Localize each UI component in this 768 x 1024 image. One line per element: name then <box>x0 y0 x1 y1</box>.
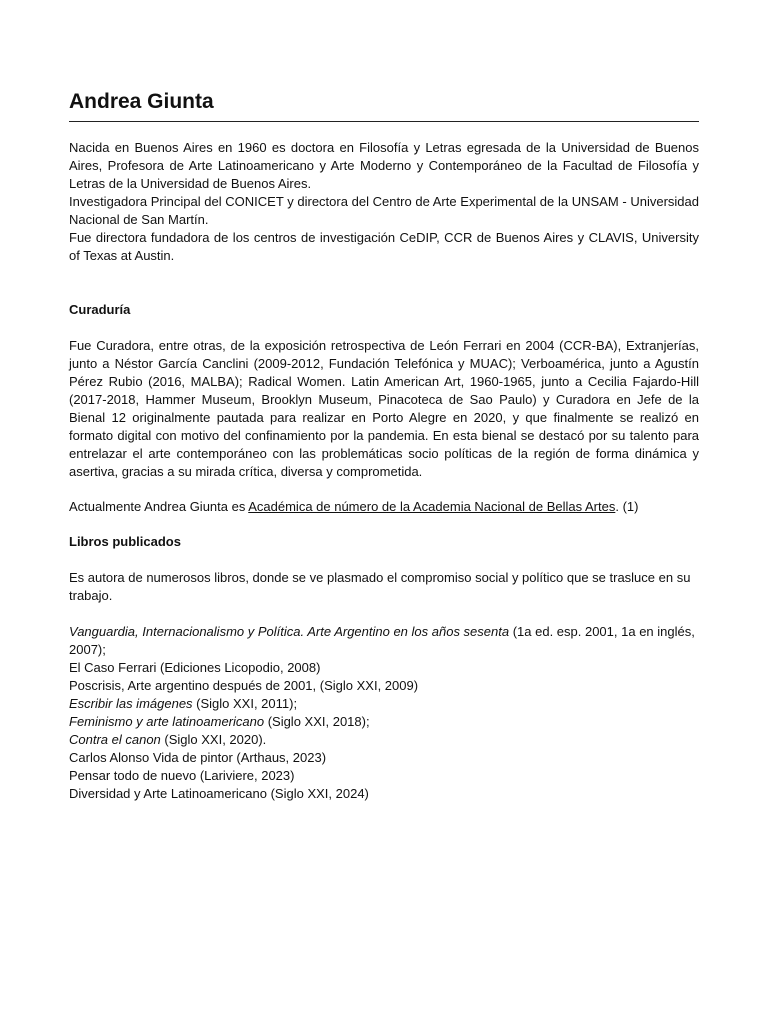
academia-suffix: . (1) <box>615 499 639 514</box>
book-item <box>69 623 699 659</box>
bio-paragraph: Fue directora fundadora de los centros de investigación CeDIP, CCR de Buenos Aires y CLAVIS, University of Texas at Austin. <box>69 230 699 263</box>
book-item <box>69 731 699 749</box>
book-details: El Caso Ferrari (Ediciones Licopodio, 2008) <box>69 660 321 675</box>
libros-intro: Es autora de numerosos libros, donde se ve plasmado el compromiso social y político que se trasluce en su trabajo. <box>69 570 691 603</box>
book-title: Contra el canon <box>69 732 161 747</box>
book-details: Pensar todo de nuevo (Lariviere, 2023) <box>69 768 295 783</box>
book-title: Feminismo y arte latinoamericano <box>69 714 265 729</box>
bio-paragraph: Investigadora Principal del CONICET y directora del Centro de Arte Experimental de la UNSAM - Universidad Nacional de San Martín. <box>69 194 699 227</box>
curaduria-paragraph: Fue Curadora, entre otras, de la exposición retrospectiva de León Ferrari en 2004 (CCR-BA), Extranjerías, junto a Néstor García Canclini (2009-2012, Fundación Telefónica y MUAC); Verboamérica, junto a Agustín Pérez Rubio (2016, MALBA); Radical Women. Latin American Art, 1960-1965, junto a Cecilia Fajardo-Hill (2017-2018, Hammer Museum, Brooklyn Museum, Pinacoteca de Sao Paulo) y Curadora en Jefe de la Bienal 12 originalmente pautada para realizar en Porto Alegre en 2020, y que finalmente se realizó en formato digital con motivo del confinamiento por la pandemia. En esta bienal se destacó por su talento para entrelazar el arte contemporáneo con las problemáticas socio políticas de la región de forma dinámica y asertiva, gracias a su mirada crítica, diversa y comprometida. <box>69 338 699 479</box>
book-item <box>69 677 699 695</box>
book-item <box>69 695 699 713</box>
book-details: Diversidad y Arte Latinoamericano (Siglo XXI, 2024) <box>69 786 369 801</box>
book-details: (1a ed. esp. 2001, 1a en inglés, 2007); <box>69 624 695 657</box>
book-details: Carlos Alonso Vida de pintor (Arthaus, 2023) <box>69 750 327 765</box>
section-heading-libros: Libros publicados <box>69 534 181 549</box>
book-list <box>69 623 699 803</box>
book-details: (Siglo XXI, 2020). <box>160 732 267 747</box>
academia-prefix: Actualmente Andrea Giunta es <box>69 499 249 514</box>
book-item <box>69 785 699 803</box>
book-item <box>69 749 699 767</box>
book-item <box>69 767 699 785</box>
academia-link[interactable]: Académica de número de la Academia Nacional de Bellas Artes <box>248 499 616 514</box>
bio-paragraph: Nacida en Buenos Aires en 1960 es doctora en Filosofía y Letras egresada de la Universidad de Buenos Aires, Profesora de Arte Latinoamericano y Arte Moderno y Contemporáneo de la Facultad de Filosofía y Letras de la Universidad de Buenos Aires. <box>69 140 699 191</box>
bio-section <box>69 139 699 265</box>
book-title: Escribir las imágenes <box>69 696 193 711</box>
academia-paragraph <box>69 498 699 516</box>
book-item <box>69 713 699 731</box>
page-title: Andrea Giunta <box>69 88 699 122</box>
book-item <box>69 659 699 677</box>
book-details: (Siglo XXI, 2011); <box>192 696 298 711</box>
section-heading-curaduria: Curaduría <box>69 302 131 317</box>
document-page <box>69 88 699 803</box>
book-details: Poscrisis, Arte argentino después de 2001, (Siglo XXI, 2009) <box>69 678 419 693</box>
book-title: Vanguardia, Internacionalismo y Política. Arte Argentino en los años sesenta <box>69 624 510 639</box>
book-details: (Siglo XXI, 2018); <box>264 714 370 729</box>
